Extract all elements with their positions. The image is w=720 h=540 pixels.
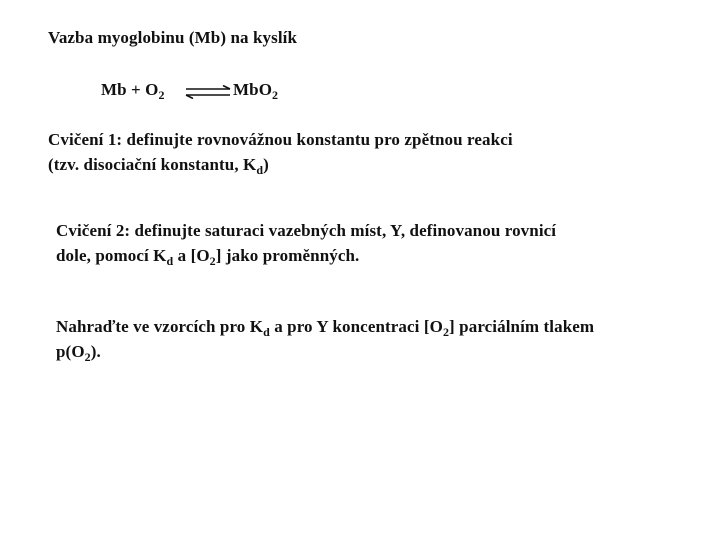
equation-right-subscript: 2 [272, 88, 279, 102]
replace-note-o2-subscript: 2 [442, 325, 450, 339]
equation-left-subscript: 2 [158, 88, 165, 102]
replace-note-line1-end: ] parciálním tlakem [449, 317, 595, 336]
exercise1-line2-end: ) [263, 155, 269, 174]
replace-note-po2-subscript: 2 [84, 350, 91, 364]
equation-right [233, 80, 278, 100]
exercise2-line2-end: ] jako proměnných. [215, 246, 360, 265]
replace-note-line1 [56, 317, 594, 337]
equation-right-text: MbO [233, 80, 273, 99]
equation-left [101, 80, 165, 100]
exercise2-o2-subscript: 2 [209, 254, 216, 268]
exercise2-line1: Cvičení 2: definujte saturaci vazebných míst, Y, definovanou rovnicí [56, 221, 557, 240]
page-title: Vazba myoglobinu (Mb) na kyslík [48, 28, 298, 47]
replace-note-line1-mid: a pro Y koncentraci [O [269, 317, 443, 336]
exercise1-line2-text: (tzv. disociační konstantu, K [48, 155, 257, 174]
replace-note-line2-end: ). [90, 342, 101, 361]
exercise1-kd-subscript: d [256, 163, 264, 177]
exercise2-kd-subscript: d [166, 254, 174, 268]
replace-note-kd-subscript: d [263, 325, 270, 339]
exercise2-line2-mid: a [O [173, 246, 210, 265]
exercise1-line2 [48, 155, 269, 175]
equation-left-text: Mb + O [101, 80, 159, 99]
replace-note-line2 [56, 342, 101, 362]
equilibrium-double-arrow-icon [184, 85, 232, 99]
exercise1-line1: Cvičení 1: definujte rovnovážnou konstantu pro zpětnou reakci [48, 130, 513, 149]
replace-note-line1-text: Nahraďte ve vzorcích pro K [56, 317, 264, 336]
replace-note-line2-text: p(O [56, 342, 85, 361]
exercise2-line2-text: dole, pomocí K [56, 246, 167, 265]
exercise2-line2 [56, 246, 359, 266]
